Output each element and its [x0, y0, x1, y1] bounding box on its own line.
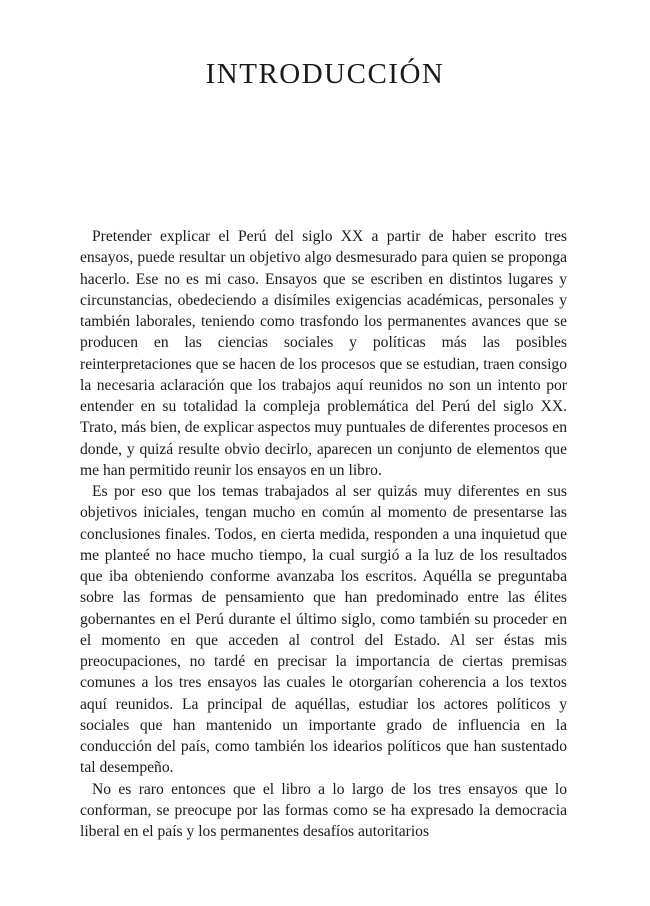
page-title: INTRODUCCIÓN: [205, 58, 445, 90]
paragraph: Es por eso que los temas trabajados al ser quizás muy diferentes en sus objetivos iniciales, tengan mucho en común al momento de presentarse las conclusiones finales. Todos, en cierta medida, responden a una inquietud que me planteé no hace mucho tiempo, la cual surgió a la luz de los resultados que iba obteniendo conforme avanzaba los escritos. Aquélla se preguntaba sobre las formas de pensamiento que han predominado entre las élites gobernantes en el Perú durante el último siglo, como también su proceder en el momento en que acceden al control del Estado. Al ser éstas mis preocupaciones, no tardé en precisar la importancia de ciertas premisas comunes a los tres ensayos las cuales le otorgarían coherencia a los textos aquí reunidos. La principal de aquéllas, estudiar los actores políticos y sociales que han mantenido un importante grado de influencia en la conducción del país, como también los idearios políticos que han sustentado tal desempeño.: [80, 483, 567, 777]
paragraph: No es raro entonces que el libro a lo largo de los tres ensayos que lo conforman, se preocupe por las formas como se ha expresado la democracia liberal en el país y los permanentes desafíos autoritarios: [80, 780, 567, 840]
body-text: [80, 226, 567, 842]
paragraph: Pretender explicar el Perú del siglo XX a partir de haber escrito tres ensayos, puede resultar un objetivo algo desmesurado para quien se proponga hacerlo. Ese no es mi caso. Ensayos que se escriben en distintos lugares y circunstancias, obedeciendo a disímiles exigencias académicas, personales y también laborales, teniendo como trasfondo los permanentes avances que se producen en las ciencias sociales y políticas más las posibles reinterpretaciones que se hacen de los procesos que se estudian, traen consigo la necesaria aclaración que los trabajos aquí reunidos no son un intento por entender en su totalidad la compleja problemática del Perú del siglo XX. Trato, más bien, de explicar aspectos muy puntuales de diferentes procesos en donde, y quizá resulte obvio decirlo, aparecen un conjunto de elementos que me han permitido reunir los ensayos en un libro.: [80, 228, 567, 479]
